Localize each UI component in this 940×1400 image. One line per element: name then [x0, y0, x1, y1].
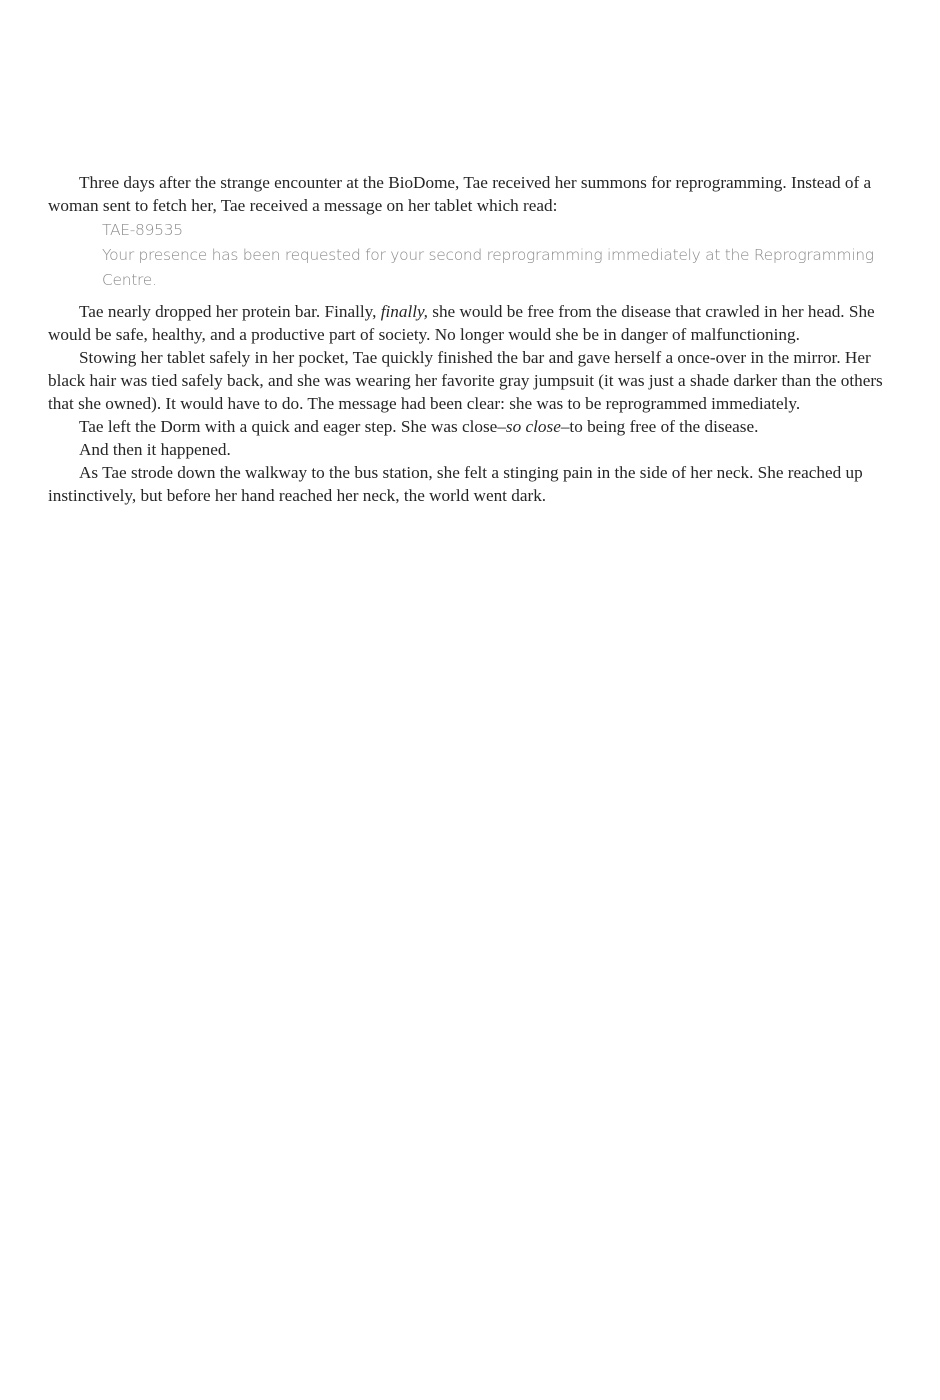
paragraph-it-happened: And then it happened.: [79, 440, 231, 459]
paragraph-protein-bar: [48, 300, 893, 346]
paragraph-summons: Three days after the strange encounter at the BioDome, Tae received her summons for reprogramming. Instead of a woman sent to fetch her, Tae received a message on her tablet which read:: [48, 173, 872, 215]
story-page: [48, 171, 893, 507]
paragraph-text: Tae left the Dorm with a quick and eager step. She was close–: [79, 417, 506, 436]
tablet-message: [102, 218, 893, 293]
paragraph-text: Tae nearly dropped her protein bar. Finally,: [79, 302, 381, 321]
paragraph-dorm: [48, 415, 893, 438]
message-body: Your presence has been requested for your second reprogramming immediately at the Reprogramming Centre.: [102, 246, 874, 289]
paragraph-text: –to being free of the disease.: [560, 417, 759, 436]
paragraph-world-dark: As Tae strode down the walkway to the bus station, she felt a stinging pain in the side of her neck. She reached up instinctively, but before her hand reached her neck, the world went dark.: [48, 463, 863, 505]
paragraph-mirror: Stowing her tablet safely in her pocket, Tae quickly finished the bar and gave herself a once-over in the mirror. Her black hair was tied safely back, and she was wearing her favorite gray jumpsuit (it was just a shade darker than the others that she owned). It would have to do. The message had been clear: she was to be reprogrammed immediately.: [48, 348, 883, 413]
emphasis-so-close: so close: [505, 417, 561, 436]
paragraph-text: she would be free from the disease that crawled in her head. She would be safe, healthy, and a productive part of society. No longer would she be in danger of malfunctioning.: [48, 302, 875, 344]
message-id: TAE-89535: [102, 221, 183, 239]
emphasis-finally: finally,: [380, 302, 428, 321]
